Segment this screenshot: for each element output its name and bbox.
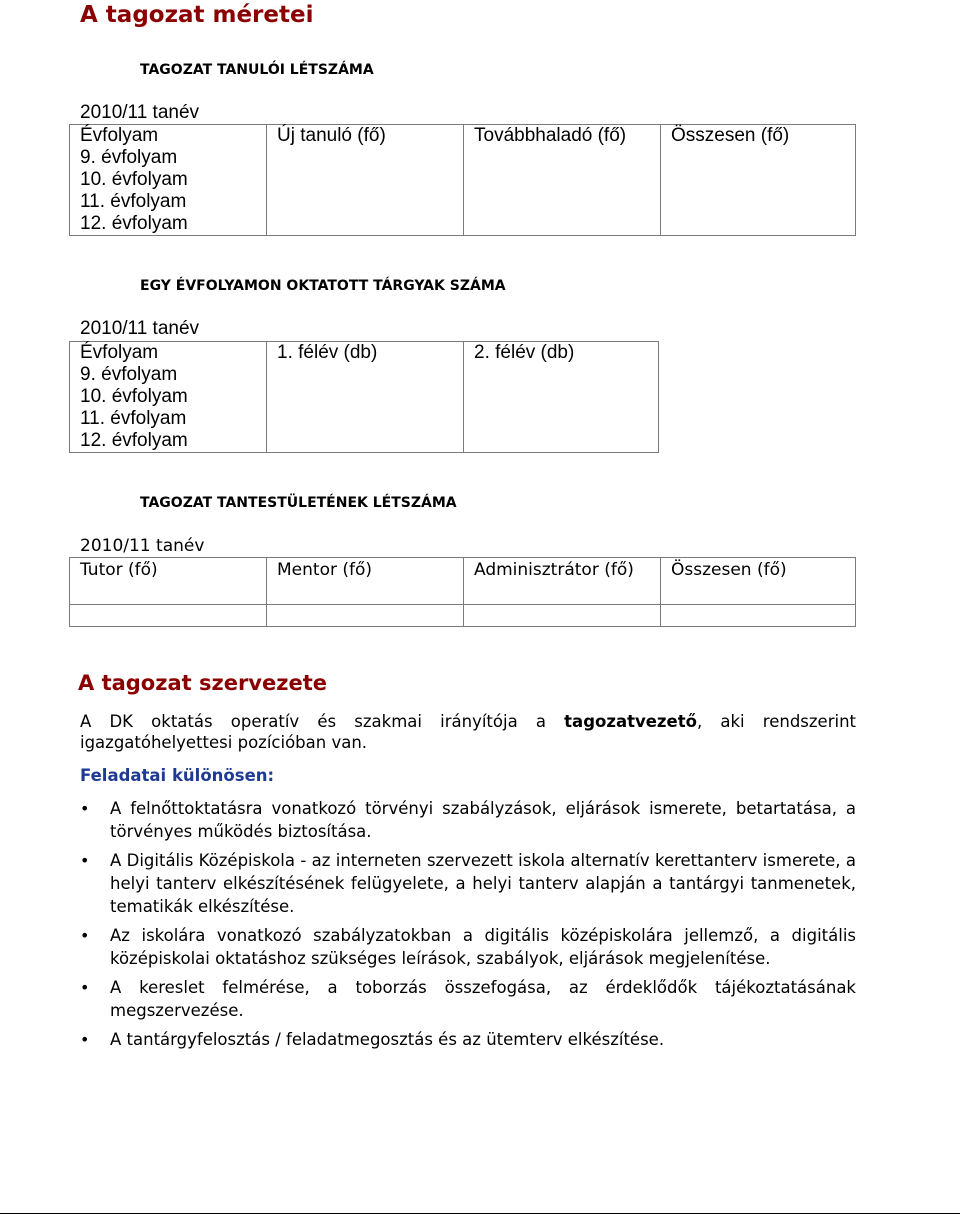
table-cell	[267, 213, 464, 236]
table-cell	[464, 408, 659, 430]
duties-heading: Feladatai különösen:	[80, 766, 275, 785]
table-row-label: 9. évfolyam	[70, 364, 267, 386]
caption-staff-count: TAGOZAT TANTESTÜLETÉNEK LÉTSZÁMA	[140, 495, 457, 511]
table-row-label: 11. évfolyam	[70, 191, 267, 213]
intro-paragraph	[80, 711, 856, 753]
table-header-cell: 1. félév (db)	[267, 342, 464, 365]
table-cell	[267, 364, 464, 386]
table-cell	[661, 191, 856, 213]
caption-student-count: TAGOZAT TANULÓI LÉTSZÁMA	[140, 62, 374, 78]
table-header-cell: Összesen (fő)	[661, 558, 856, 605]
table-cell	[464, 386, 659, 408]
intro-bold-term: tagozatvezető	[564, 712, 697, 731]
table-cell	[70, 605, 267, 627]
table-header-cell: 2. félév (db)	[464, 342, 659, 365]
table-cell	[267, 147, 464, 169]
table-cell	[661, 213, 856, 236]
duties-list	[80, 797, 856, 1057]
list-item-text: A Digitális Középiskola - az interneten szervezett iskola alternatív kerettanterv ismerete, a helyi tanterv elkészítésének felügyelete, a helyi tanterv alapján a tantárgyi tanmenetek, tematikák elkészítése.	[110, 851, 856, 916]
caption-subject-count: EGY ÉVFOLYAMON OKTATOTT TÁRGYAK SZÁMA	[140, 278, 506, 294]
table-cell	[661, 147, 856, 169]
list-item-text: A kereslet felmérése, a toborzás összefogása, az érdeklődők tájékoztatásának megszervezése.	[110, 978, 856, 1020]
student-count-table	[69, 124, 856, 236]
table1-year: 2010/11 tanév	[80, 102, 200, 123]
table-row-label: 11. évfolyam	[70, 408, 267, 430]
list-item	[80, 976, 856, 1022]
table-cell	[464, 191, 661, 213]
bullet-icon: •	[80, 1030, 90, 1049]
table-header-cell: Új tanuló (fő)	[267, 125, 464, 148]
table3-year: 2010/11 tanév	[80, 536, 205, 556]
subject-count-table	[69, 341, 659, 453]
table-cell	[267, 430, 464, 453]
table-cell	[661, 605, 856, 627]
table-header-cell: Adminisztrátor (fő)	[464, 558, 661, 605]
list-item-text: Az iskolára vonatkozó szabályzatokban a digitális középiskolára jellemző, a digitális középiskolai oktatáshoz szükséges leírások, szabályok, eljárások megjelenítése.	[110, 926, 856, 968]
table-row-label: 10. évfolyam	[70, 386, 267, 408]
section-title-organization: A tagozat szervezete	[78, 671, 327, 695]
table-header-cell: Összesen (fő)	[661, 125, 856, 148]
bullet-icon: •	[80, 799, 90, 818]
table-row-label: 12. évfolyam	[70, 213, 267, 236]
table-cell	[267, 386, 464, 408]
table-cell	[464, 213, 661, 236]
table-header-cell: Mentor (fő)	[267, 558, 464, 605]
table-header-cell: Évfolyam	[70, 125, 267, 148]
table-cell	[464, 364, 659, 386]
table-cell	[267, 605, 464, 627]
table-row-label: 10. évfolyam	[70, 169, 267, 191]
table-cell	[464, 147, 661, 169]
bullet-icon: •	[80, 851, 90, 870]
bullet-icon: •	[80, 926, 90, 945]
table-row-label: 12. évfolyam	[70, 430, 267, 453]
section-title-size: A tagozat méretei	[80, 2, 314, 28]
list-item	[80, 924, 856, 970]
table-header-cell: Továbbhaladó (fő)	[464, 125, 661, 148]
table-cell	[464, 169, 661, 191]
table-cell	[661, 169, 856, 191]
table-cell	[267, 408, 464, 430]
list-item-text: A tantárgyfelosztás / feladatmegosztás és az ütemterv elkészítése.	[110, 1030, 665, 1049]
list-item	[80, 849, 856, 918]
table-header-cell: Évfolyam	[70, 342, 267, 365]
table-cell	[464, 430, 659, 453]
table-cell	[464, 605, 661, 627]
list-item-text: A felnőttoktatásra vonatkozó törvényi szabályzások, eljárások ismerete, betartatása, a törvényes működés biztosítása.	[110, 799, 856, 841]
table-cell	[267, 191, 464, 213]
list-item	[80, 797, 856, 843]
intro-text-after: , aki rendszerint igazgatóhelyettesi pozícióban van.	[80, 712, 856, 752]
staff-count-table	[69, 557, 856, 627]
intro-text-before: A DK oktatás operatív és szakmai irányítója a	[80, 712, 565, 731]
list-item	[80, 1028, 856, 1051]
table2-year: 2010/11 tanév	[80, 318, 200, 339]
table-cell	[267, 169, 464, 191]
page-bottom-divider	[0, 1213, 960, 1214]
bullet-icon: •	[80, 978, 90, 997]
table-row-label: 9. évfolyam	[70, 147, 267, 169]
table-header-cell: Tutor (fő)	[70, 558, 267, 605]
